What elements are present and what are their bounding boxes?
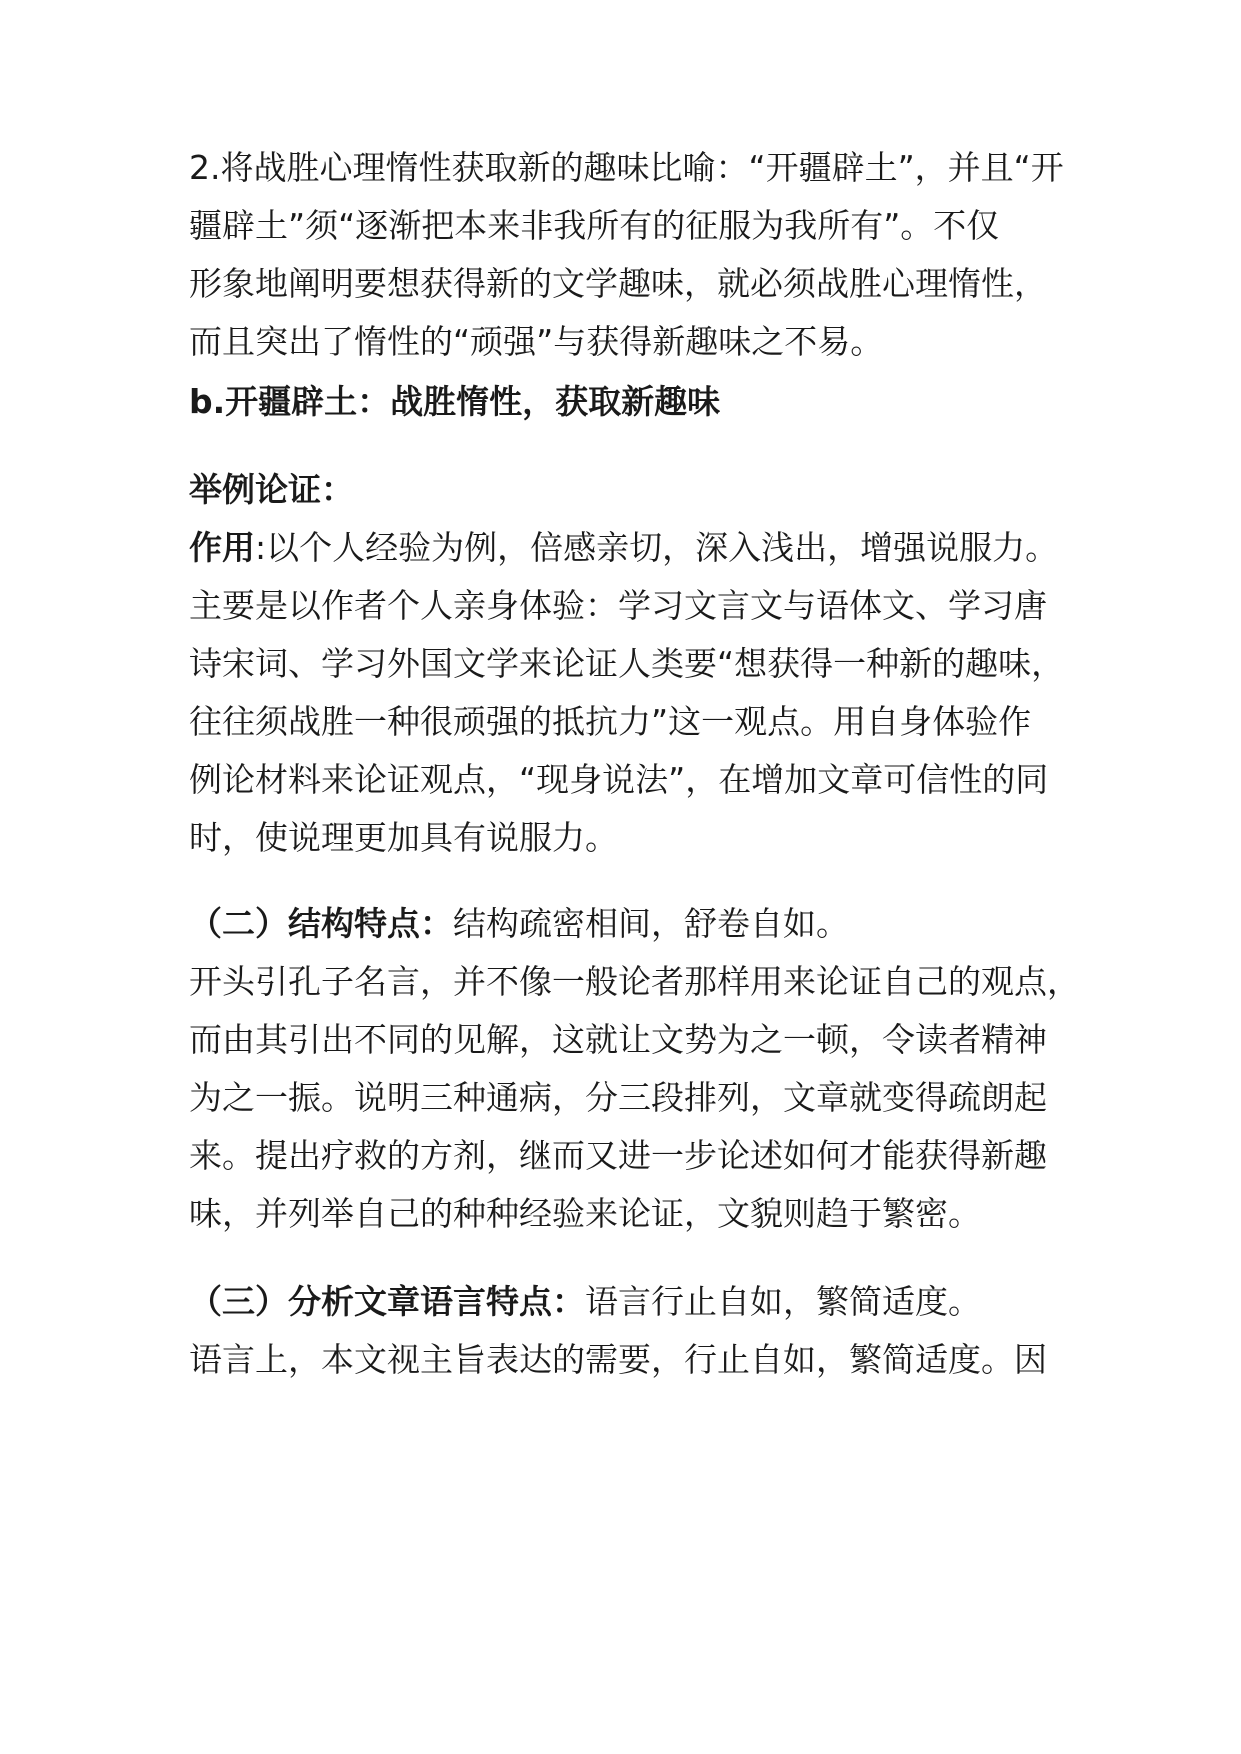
paragraph-line: 而由其引出不同的见解，这就让文势为之一顿，令读者精神 [189, 1020, 1047, 1059]
paragraph-line: 语言上，本文视主旨表达的需要，行止自如，繁简适度。因 [189, 1340, 1047, 1379]
paragraph-line: 时，使说理更加具有说服力。 [189, 818, 618, 857]
effect-label: 作用 [189, 528, 255, 567]
paragraph-line: 为之一振。说明三种通病，分三段排列，文章就变得疏朗起 [189, 1078, 1047, 1117]
paragraph-line: 来。提出疗救的方剂，继而又进一步论述如何才能获得新趣 [189, 1136, 1047, 1175]
structure-heading-line [189, 904, 1069, 944]
paragraph-line: 例论材料来论证观点，“现身说法”，在增加文章可信性的同 [189, 760, 1049, 799]
paragraph-line: 形象地阐明要想获得新的文学趣味，就必须战胜心理惰性， [189, 264, 1047, 303]
structure-label: （二）结构特点： [189, 904, 453, 943]
paragraph-line: 味，并列举自己的种种经验来论证，文貌则趋于繁密。 [189, 1194, 981, 1233]
paragraph-line: 往往须战胜一种很顽强的抵抗力”这一观点。用自身体验作 [189, 702, 1032, 741]
subsection-heading: 举例论证： [189, 470, 354, 509]
paragraph-line: 疆辟土”须“逐渐把本来非我所有的征服为我所有”。不仅 [189, 206, 1000, 245]
structure-summary: 结构疏密相间，舒卷自如。 [453, 904, 849, 943]
paragraph-line: 而且突出了惰性的“顽强”与获得新趣味之不易。 [189, 322, 884, 361]
paragraph-line: 诗宋词、学习外国文学来论证人类要“想获得一种新的趣味， [189, 644, 1065, 683]
paragraph-line: 开头引孔子名言，并不像一般论者那样用来论证自己的观点， [189, 962, 1080, 1001]
language-summary: 语言行止自如，繁简适度。 [585, 1282, 981, 1321]
paragraph-line: 2.将战胜心理惰性获取新的趣味比喻：“开疆辟土”，并且“开 [189, 148, 1064, 187]
paragraph-line: 主要是以作者个人亲身体验：学习文言文与语体文、学习唐 [189, 586, 1047, 625]
effect-line [189, 528, 1069, 568]
effect-text: :以个人经验为例，倍感亲切，深入浅出，增强说服力。 [255, 528, 1059, 567]
language-label: （三）分析文章语言特点： [189, 1282, 585, 1321]
section-heading: b.开疆辟土：战胜惰性，获取新趣味 [189, 382, 721, 421]
language-heading-line [189, 1282, 1069, 1322]
